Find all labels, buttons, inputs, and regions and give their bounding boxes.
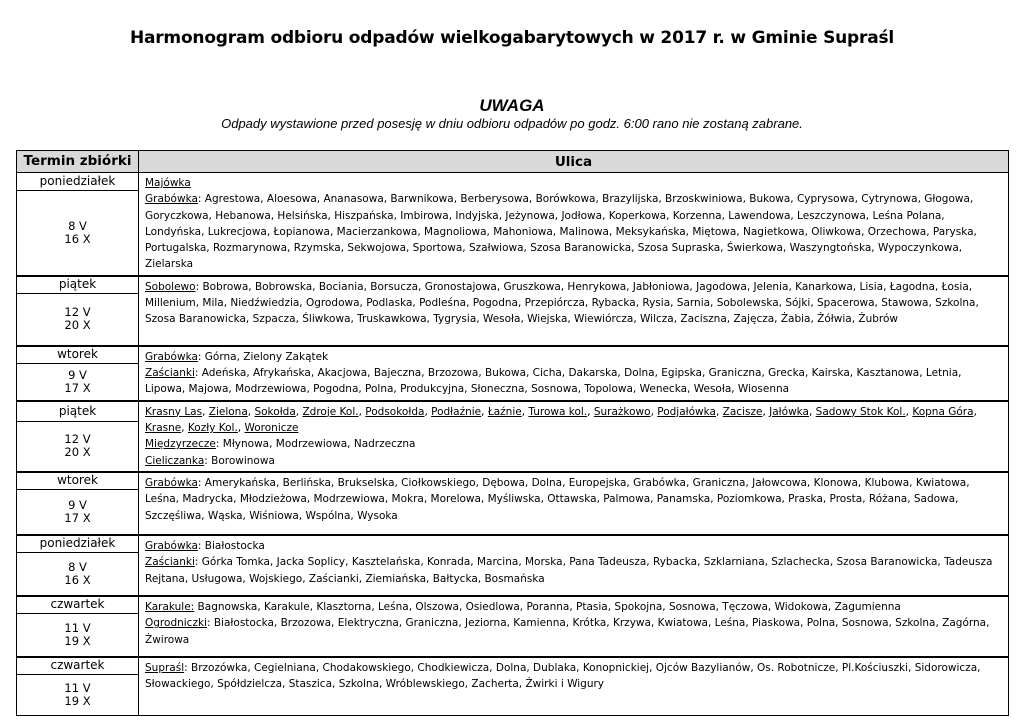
locality-name: Łaźnie	[487, 405, 522, 418]
locality-name: Kozły Kol.	[187, 422, 238, 435]
schedule-row	[17, 472, 1009, 490]
collection-date: 12 V	[64, 305, 91, 320]
locality-name: Podsokołda	[365, 405, 425, 418]
schedule-row	[17, 401, 1009, 421]
collection-dates	[17, 293, 139, 346]
collection-date: 8 V	[68, 559, 87, 574]
locality-name: Grabówka	[145, 539, 198, 552]
locality-separator: ,	[424, 405, 432, 418]
table-header-row	[17, 151, 1009, 173]
locality-name: Sokołda	[254, 405, 296, 418]
locality-name: Karakule:	[145, 600, 195, 613]
streets-text: Adeńska, Afrykańska, Akacjowa, Bajeczna, Brzozowa, Bukowa, Cicha, Dakarska, Dolna, Egipska, Graniczna, Grecka, Kairska, Kasztanowa, Letnia, Lipowa, Majowa, Modrzewiowa, Pogodna, Polna, Produkcyjna, Słoneczna, Sosnowa, Topolowa, Wenecka, Wesoła, Wiosenna	[145, 367, 962, 396]
locality-name: Sadowy Stok Kol.	[815, 405, 906, 418]
streets-text: Młynowa, Modrzewiowa, Nadrzeczna	[219, 438, 416, 451]
collection-date: 17 X	[64, 380, 91, 395]
collection-dates	[17, 674, 139, 715]
locality-separator: ,	[295, 405, 303, 418]
locality-name: Zdroje Kol.	[302, 405, 359, 418]
locality-separator: :	[204, 454, 208, 467]
locality-name: Krasny Las	[145, 405, 203, 418]
collection-date: 19 X	[64, 633, 91, 648]
collection-date: 9 V	[68, 497, 87, 512]
street-list	[139, 657, 1009, 716]
schedule-row	[17, 276, 1009, 294]
locality-name: Kopna Góra	[912, 405, 974, 418]
locality-name: Zaścianki	[145, 367, 195, 380]
collection-day: wtorek	[17, 472, 139, 490]
street-list	[139, 346, 1009, 401]
collection-day: piątek	[17, 276, 139, 294]
locality-separator: :	[206, 617, 211, 630]
locality-name: Zielona	[208, 405, 248, 418]
header-term: Termin zbiórki	[17, 151, 139, 173]
locality-name: Podłaźnie	[431, 405, 482, 418]
collection-date: 11 V	[64, 620, 91, 635]
locality-separator: ,	[181, 422, 188, 435]
street-list	[139, 472, 1009, 535]
locality-name: Zaścianki	[145, 556, 195, 569]
collection-day: poniedziałek	[17, 535, 139, 553]
locality-name: Międzyrzecze	[145, 438, 216, 451]
schedule-body	[17, 173, 1009, 716]
header-street: Ulica	[139, 151, 1009, 173]
collection-day: piątek	[17, 401, 139, 421]
document-title: Harmonogram odbioru odpadów wielkogabarytowych w 2017 r. w Gminie Supraśl	[129, 28, 895, 48]
notice-text: Odpady wystawione przed posesję w dniu odbioru odpadów po godz. 6:00 rano nie zostaną zabrane.	[221, 116, 803, 131]
streets-text: Amerykańska, Berlińska, Brukselska, Ciołkowskiego, Dębowa, Dolna, Europejska, Grabówka, Graniczna, Jałowcowa, Klonowa, Klubowa, Kwiatowa, Leśna, Madrycka, Młodzieżowa, Modrzewiowa, Mokra, Morelowa, Myśliwska, Ottawska, Palmowa, Panamska, Poziomkowa, Praska, Prosta, Różana, Sadowa, Szczęśliwa, Wąska, Wiśniowa, Wspólna, Wysoka	[145, 476, 970, 522]
schedule-table	[16, 150, 1009, 716]
collection-dates	[17, 191, 139, 276]
streets-text: Brzozówka, Cegielniana, Chodakowskiego, Chodkiewicza, Dolna, Dublaka, Konopnickiej, Ojców Bazylianów, Os. Robotnicze, Pl.Kościuszki, Sidorowicza, Słowackiego, Spółdzielcza, Staszica, Szkolna, Wróblewskiego, Zacherta, Żwirki i Wigury	[145, 661, 981, 691]
collection-day: czwartek	[17, 657, 139, 675]
collection-day: czwartek	[17, 596, 139, 614]
locality-separator: ,	[808, 405, 816, 418]
locality-separator: ,	[715, 405, 723, 418]
locality-name: Sobolewo	[145, 280, 196, 293]
schedule-row	[17, 535, 1009, 553]
locality-separator: ,	[247, 405, 255, 418]
locality-separator: ,	[905, 405, 913, 418]
schedule-row	[17, 173, 1009, 191]
locality-separator: ,	[650, 405, 658, 418]
locality-separator: ,	[521, 405, 529, 418]
street-list	[139, 276, 1009, 346]
locality-separator: :	[184, 661, 188, 674]
street-list	[139, 596, 1009, 657]
collection-date: 19 X	[64, 693, 91, 708]
locality-separator: ,	[587, 405, 594, 418]
collection-dates	[17, 552, 139, 596]
locality-name: Woronicze	[244, 422, 299, 435]
locality-name: Grabówka	[145, 193, 198, 206]
collection-date: 9 V	[68, 367, 87, 382]
collection-day: wtorek	[17, 346, 139, 364]
locality-name: Cieliczanka	[145, 454, 205, 467]
collection-dates	[17, 613, 139, 657]
locality-separator: ,	[973, 405, 977, 418]
locality-separator: :	[197, 476, 202, 489]
collection-day: poniedziałek	[17, 173, 139, 191]
locality-separator: :	[194, 556, 199, 569]
locality-name: Grabówka	[145, 476, 198, 489]
streets-text: Bobrowa, Bobrowska, Bociania, Borsucza, Gronostajowa, Gruszkowa, Henrykowa, Jabłoniowa, Jagodowa, Jelenia, Kanarkowa, Lisia, Łagodna, Łosia, Millenium, Mila, Niedźwiedzia, Ogrodowa, Podlaska, Podleśna, Pogodna, Przepiórcza, Rybacka, Rysia, Sarnia, Sobolewska, Sójki, Spacerowa, Stawowa, Szkolna, Szosa Baranowicka, Szpacza, Śliwkowa, Truskawkowa, Tygrysia, Wesoła, Wiejska, Wiewiórcza, Wilcza, Zaciszna, Zajęcza, Żabia, Żółwia, Żubrów	[145, 280, 979, 326]
locality-separator: :	[195, 280, 200, 293]
locality-separator: :	[197, 193, 202, 206]
locality-name: Grabówka	[145, 350, 198, 363]
collection-date: 16 X	[64, 572, 91, 587]
locality-name: Jałówka	[769, 405, 809, 418]
streets-text: Borowinowa	[207, 454, 275, 467]
collection-dates	[17, 489, 139, 535]
streets-text: Górka Tomka, Jacka Soplicy, Kasztelańska, Konrada, Marcina, Morska, Pana Tadeusza, Rybacka, Szklarniana, Szlachecka, Szosa Baranowicka, Tadeusza Rejtana, Usługowa, Wojskiego, Zaścianki, Ziemiańska, Bałtycka, Bosmańska	[145, 556, 993, 585]
locality-separator: ,	[237, 422, 245, 435]
collection-dates	[17, 363, 139, 401]
locality-separator: ,	[202, 405, 209, 418]
collection-date: 11 V	[64, 680, 91, 695]
collection-date: 12 V	[64, 432, 91, 447]
schedule-row	[17, 346, 1009, 364]
streets-text: Bagnowska, Karakule, Klasztorna, Leśna, Olszowa, Osiedlowa, Poranna, Ptasia, Spokojna, Sosnowa, Tęczowa, Widokowa, Zagumienna	[194, 600, 901, 613]
locality-name: Surażkowo	[593, 405, 651, 418]
locality-separator: ,	[762, 405, 770, 418]
locality-name: Podjałówka	[657, 405, 716, 418]
locality-name: Ogrodniczki	[145, 617, 207, 630]
locality-separator: :	[197, 539, 202, 552]
notice-heading: UWAGA	[479, 96, 545, 115]
collection-date: 20 X	[64, 445, 91, 460]
collection-date: 16 X	[64, 231, 91, 246]
schedule-row	[17, 596, 1009, 614]
locality-name: Turowa kol.	[528, 405, 588, 418]
street-list	[139, 401, 1009, 472]
schedule-row	[17, 657, 1009, 675]
locality-separator: ,	[481, 405, 488, 418]
locality-separator: :	[194, 367, 199, 380]
locality-separator: :	[215, 438, 220, 451]
locality-name: Majówka	[145, 177, 191, 189]
locality-separator: ,	[358, 405, 366, 418]
collection-date: 20 X	[64, 318, 91, 333]
locality-name: Zacisze	[722, 405, 763, 418]
collection-date: 8 V	[68, 218, 87, 233]
locality-name: Krasne	[145, 422, 182, 435]
street-list	[139, 535, 1009, 596]
streets-text: Górna, Zielony Zakątek	[201, 350, 329, 363]
street-list	[139, 173, 1009, 276]
locality-name: Supraśl	[145, 661, 185, 674]
streets-text: Białostocka	[201, 539, 265, 552]
collection-date: 17 X	[64, 510, 91, 525]
locality-separator: :	[197, 350, 202, 363]
collection-dates	[17, 421, 139, 472]
streets-text: Agrestowa, Aloesowa, Ananasowa, Barwnikowa, Berberysowa, Borówkowa, Brazylijska, Brzoskwiniowa, Bukowa, Cyprysowa, Cytrynowa, Głogowa, Goryczkowa, Hebanowa, Helsińska, Hiszpańska, Imbirowa, Indyjska, Jeżynowa, Jodłowa, Koperkowa, Korzenna, Lawendowa, Leszczynowa, Leśna Polana, Londyńska, Lukrecjowa, Łopianowa, Macierzankowa, Magnoliowa, Mahoniowa, Malinowa, Meksykańska, Miętowa, Nagietkowa, Oliwkowa, Orzechowa, Paryska, Portugalska, Rozmarynowa, Rzymska, Sekwojowa, Sportowa, Szałwiowa, Szosa Baranowicka, Szosa Supraska, Świerkowa, Waszyngtońska, Wypoczynkowa, Zielarska	[145, 193, 977, 271]
streets-text: Białostocka, Brzozowa, Elektryczna, Graniczna, Jeziorna, Kamienna, Krótka, Krzywa, Kwiatowa, Leśna, Piaskowa, Polna, Sosnowa, Szkolna, Zagórna, Żwirowa	[145, 617, 990, 646]
